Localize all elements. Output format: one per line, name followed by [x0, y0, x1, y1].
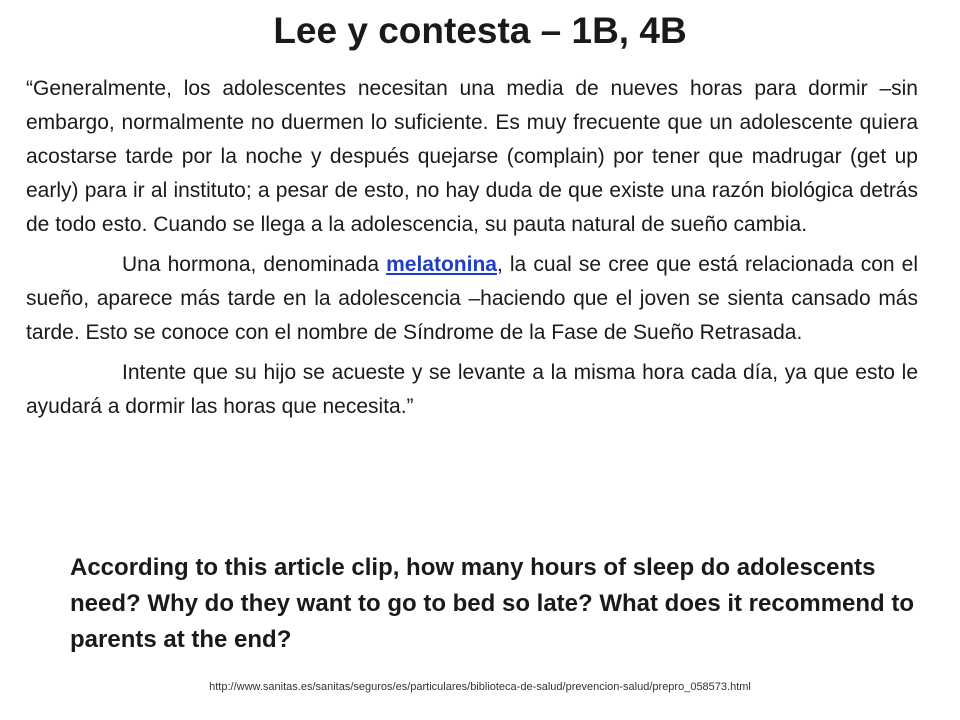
question-prompt: According to this article clip, how many hours of sleep do adolescents need? Why do they want to go to bed so late? What does it recommend to parents at the end? — [70, 554, 915, 653]
article-clip — [26, 72, 918, 430]
article-paragraph-2 — [26, 248, 918, 350]
article-paragraph-2-start: Una hormona, denominada — [122, 253, 387, 276]
melatonina-link[interactable]: melatonina — [386, 253, 497, 276]
slide-title: Lee y contesta – 1B, 4B — [273, 10, 687, 51]
source-url: http://www.sanitas.es/sanitas/seguros/es/particulares/biblioteca-de-salud/prevencion-salud/prepro_058573.html — [209, 681, 751, 693]
article-paragraph-3: Intente que su hijo se acueste y se levante a la misma hora cada día, ya que esto le ayudará a dormir las horas que necesita.” — [26, 361, 918, 418]
article-paragraph-2-end: , la cual se cree que está relacionada con el sueño, aparece más tarde en la adolescencia –haciendo que el joven se sienta cansado más tarde. Esto se conoce con el nombre de Síndrome de la Fase de Sueño Retrasada. — [26, 253, 918, 344]
article-paragraph-1: “Generalmente, los adolescentes necesitan una media de nueves horas para dormir –sin embargo, normalmente no duermen lo suficiente. Es muy frecuente que un adolescente quiera acostarse tarde por la noche y después quejarse (complain) por tener que madrugar (get up early) para ir al instituto; a pesar de esto, no hay duda de que existe una razón biológica detrás de todo esto. Cuando se llega a la adolescencia, su pauta natural de sueño cambia. — [26, 77, 918, 236]
